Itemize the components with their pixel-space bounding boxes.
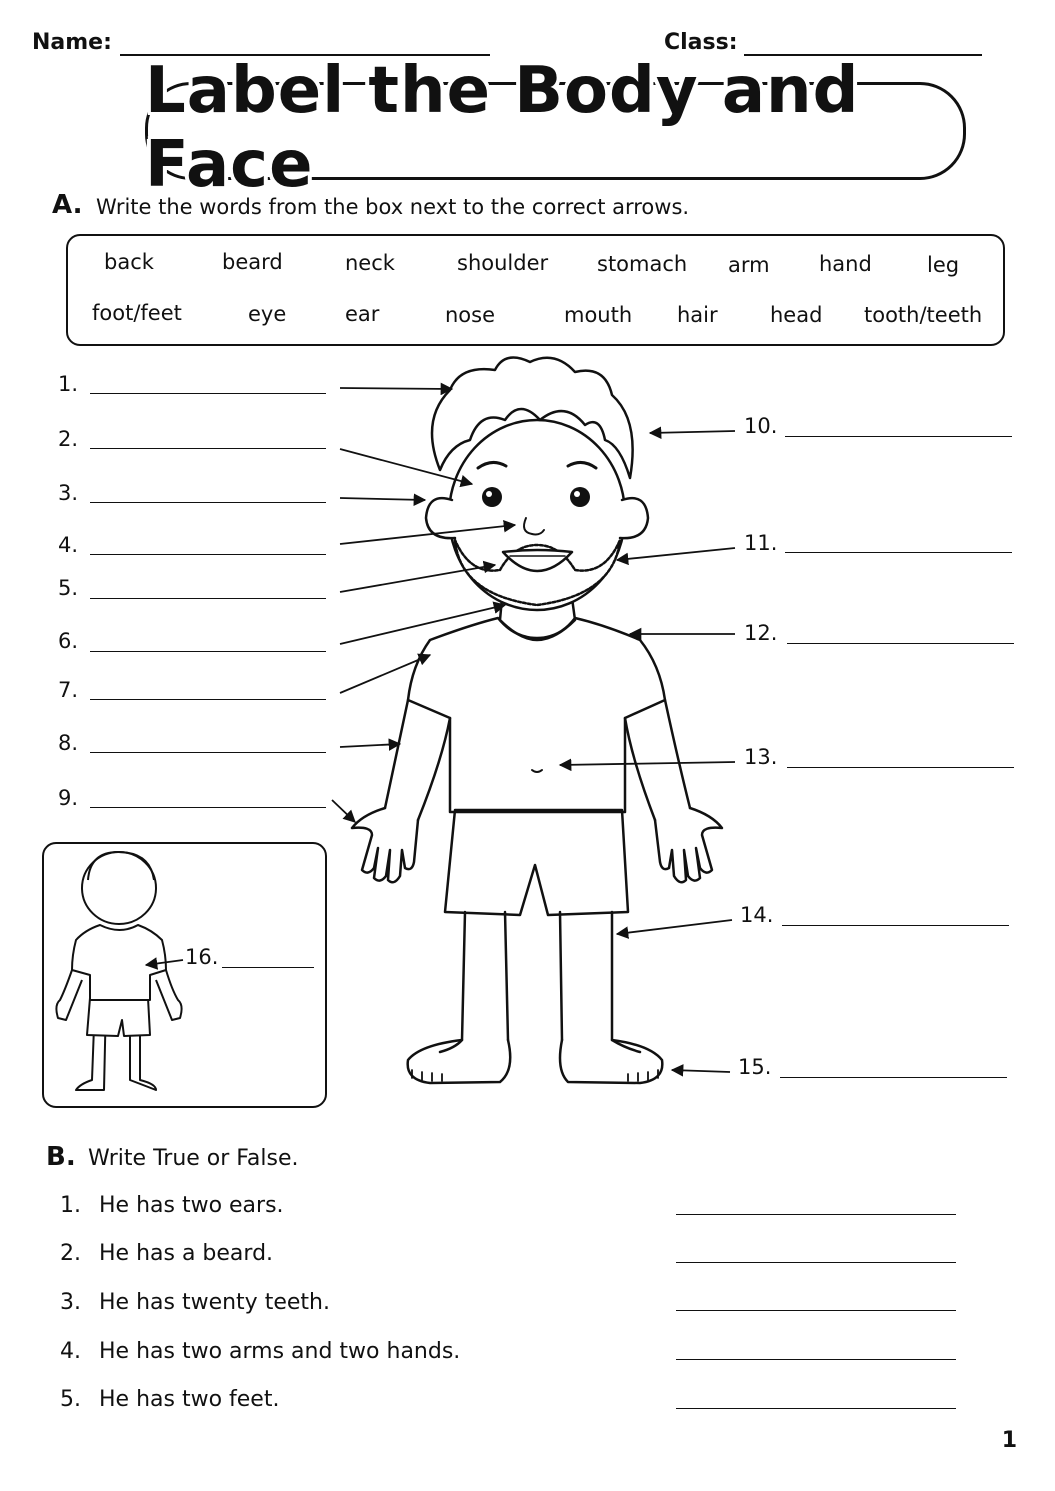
word-bank-item: leg (927, 253, 960, 277)
tf-statement: He has two arms and two hands. (99, 1339, 461, 1364)
left-leg (440, 912, 465, 1052)
tf-statement: He has two ears. (99, 1193, 284, 1218)
section-b-letter: B. (46, 1142, 76, 1172)
label-number: 12. (744, 621, 778, 645)
right-arm (625, 700, 690, 820)
label-number: 3. (58, 481, 79, 505)
right-foot-outline (560, 1040, 662, 1083)
label-number: 10. (744, 414, 778, 438)
label-number: 5. (58, 576, 79, 600)
label-number: 16. (185, 945, 219, 969)
belly-button (532, 770, 542, 772)
tf-answer-line-1[interactable] (676, 1214, 956, 1215)
tf-statement: He has a beard. (99, 1241, 274, 1266)
section-a-letter: A. (52, 190, 83, 220)
tf-number: 5. (60, 1387, 81, 1412)
tf-number: 1. (60, 1193, 81, 1218)
label-number: 15. (738, 1055, 772, 1079)
label-number: 4. (58, 533, 79, 557)
left-hand (352, 808, 418, 882)
label-number: 9. (58, 786, 79, 810)
back-view-figure (56, 852, 181, 1090)
section-b-instruction: Write True or False. (88, 1146, 299, 1171)
tf-answer-line-5[interactable] (676, 1408, 956, 1409)
word-bank-item: stomach (597, 252, 688, 276)
word-bank-item: tooth/teeth (864, 303, 983, 327)
label-number: 8. (58, 731, 79, 755)
tf-number: 3. (60, 1290, 81, 1315)
word-bank-item: shoulder (457, 251, 549, 275)
class-label: Class: (664, 30, 738, 55)
tf-answer-line-4[interactable] (676, 1359, 956, 1360)
word-bank-item: arm (728, 253, 770, 277)
left-eye (482, 487, 502, 507)
tf-number: 4. (60, 1339, 81, 1364)
left-foot-outline (408, 1040, 511, 1083)
word-bank-item: ear (345, 302, 380, 326)
tf-answer-line-3[interactable] (676, 1310, 956, 1311)
tf-answer-line-2[interactable] (676, 1262, 956, 1263)
right-hand (655, 808, 722, 882)
word-bank-item: head (770, 303, 823, 327)
name-label: Name: (32, 30, 112, 55)
pointer-arrows (146, 388, 735, 1072)
section-a-instruction: Write the words from the box next to the correct arrows. (96, 195, 690, 219)
label-number: 14. (740, 903, 774, 927)
label-number: 7. (58, 678, 79, 702)
word-bank-item: neck (345, 251, 395, 275)
right-leg (560, 912, 562, 1040)
page-title: Label the Body and Face (145, 54, 860, 202)
right-eye (570, 487, 590, 507)
tf-statement: He has twenty teeth. (99, 1290, 330, 1315)
label-number: 13. (744, 745, 778, 769)
word-bank-item: mouth (564, 303, 633, 327)
word-bank-item: nose (445, 303, 496, 327)
label-number: 1. (58, 372, 79, 396)
shirt (408, 618, 665, 812)
shorts (445, 810, 628, 915)
right-ear (620, 498, 648, 538)
tf-number: 2. (60, 1241, 81, 1266)
word-bank-item: hand (819, 252, 872, 276)
left-arm (385, 700, 450, 820)
label-number: 11. (744, 531, 778, 555)
word-bank-item: beard (222, 250, 283, 274)
word-bank-item: eye (248, 302, 287, 326)
tf-statement: He has two feet. (99, 1387, 280, 1412)
page-number: 1 (1001, 1428, 1017, 1453)
word-bank-item: foot/feet (92, 301, 182, 325)
word-bank-item: hair (677, 303, 718, 327)
label-number: 2. (58, 427, 79, 451)
label-number: 6. (58, 629, 79, 653)
word-bank-item: back (104, 250, 154, 274)
